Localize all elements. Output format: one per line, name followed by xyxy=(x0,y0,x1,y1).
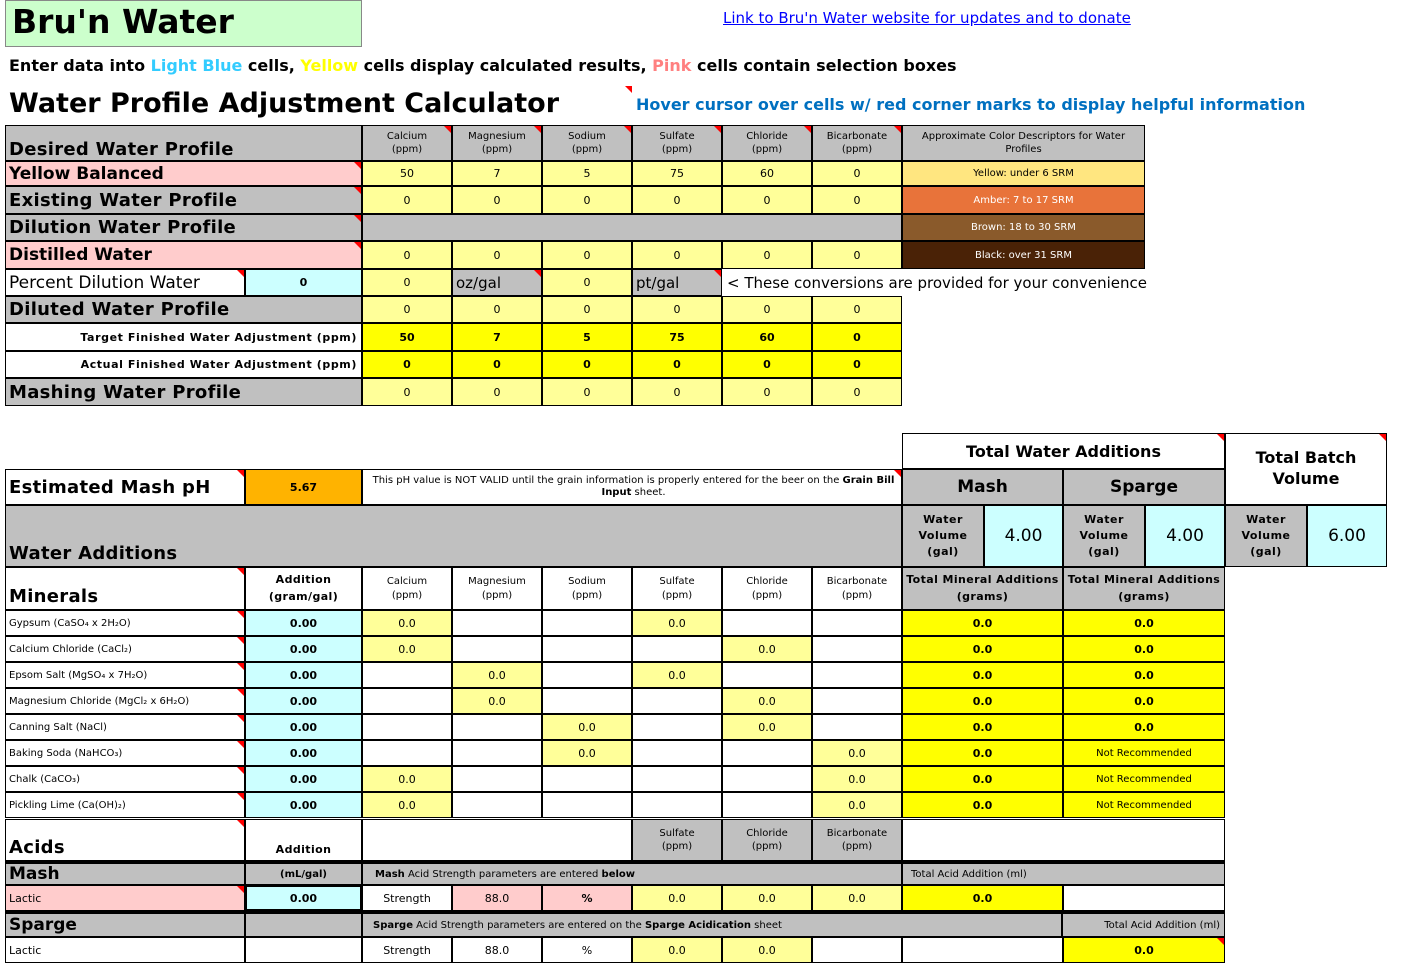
instructions: Enter data into Light Blue cells, Yellow cells display calculated results, Pink cells contain selection boxes xyxy=(9,56,957,75)
sparge-mineral-total: 0.0 xyxy=(1063,610,1225,636)
mineral-sodium-cell xyxy=(542,636,632,662)
mineral-addition-header: Addition (gram/gal) xyxy=(245,567,362,610)
col-header-sodium: Sodium (ppm) xyxy=(542,125,632,161)
sparge-header: Sparge xyxy=(1063,469,1225,505)
desired-sodium: 5 xyxy=(542,161,632,186)
mineral-addition-input[interactable]: 0.00 xyxy=(245,636,362,662)
sparge-acid-note: Sparge Acid Strength parameters are entered on the Sparge Acidication sheet xyxy=(362,911,1062,937)
sparge-mineral-total: Not Recommended xyxy=(1063,792,1225,818)
acid-col-header-bicarbonate: Bicarbonate (ppm) xyxy=(812,819,902,861)
mashing-sodium: 0 xyxy=(542,378,632,406)
sparge-water-volume-input[interactable]: 4.00 xyxy=(1145,505,1225,567)
existing-chloride: 0 xyxy=(722,186,812,214)
mineral-bicarbonate-cell: 0.0 xyxy=(812,766,902,792)
mineral-calcium-cell xyxy=(362,740,452,766)
mash-total-mineral-header: Total Mineral Additions (grams) xyxy=(902,567,1063,610)
dilution-sodium: 0 xyxy=(542,241,632,269)
mineral-chloride-cell: 0.0 xyxy=(722,714,812,740)
mineral-chloride-cell xyxy=(722,662,812,688)
mash-mineral-total: 0.0 xyxy=(902,792,1063,818)
acid-header-blank xyxy=(362,819,632,861)
mineral-calcium-cell: 0.0 xyxy=(362,610,452,636)
mashing-profile-label: Mashing Water Profile xyxy=(5,378,362,406)
acid-col-header-chloride: Chloride (ppm) xyxy=(722,819,812,861)
mineral-addition-input[interactable]: 0.00 xyxy=(245,714,362,740)
dilution-calcium: 0 xyxy=(362,241,452,269)
mash-acid-bicarbonate: 0.0 xyxy=(812,885,902,911)
mineral-magnesium-cell xyxy=(452,740,542,766)
acid-col-header-sulfate: Sulfate (ppm) xyxy=(632,819,722,861)
batch-water-volume-input[interactable]: 6.00 xyxy=(1307,505,1387,567)
desired-profile-label-cell: Desired Water Profile xyxy=(5,125,362,161)
mineral-addition-input[interactable]: 0.00 xyxy=(245,766,362,792)
actual-bicarbonate: 0 xyxy=(812,351,902,378)
sparge-acid-bicarbonate-blank xyxy=(812,937,902,963)
yellow-word: Yellow xyxy=(300,56,359,75)
mineral-bicarbonate-cell xyxy=(812,636,902,662)
dilution-bicarbonate: 0 xyxy=(812,241,902,269)
diluted-calcium: 0 xyxy=(362,296,452,323)
mineral-bicarbonate-cell xyxy=(812,714,902,740)
mashing-sulfate: 0 xyxy=(632,378,722,406)
mineral-col-header-magnesium: Magnesium (ppm) xyxy=(452,567,542,610)
water-additions-label-cell: Water Additions xyxy=(5,505,902,567)
desired-bicarbonate: 0 xyxy=(812,161,902,186)
actual-chloride: 0 xyxy=(722,351,812,378)
desired-calcium: 50 xyxy=(362,161,452,186)
mash-header: Mash xyxy=(902,469,1063,505)
mash-ph-label: Estimated Mash pH xyxy=(5,469,245,505)
mineral-sodium-cell: 0.0 xyxy=(542,714,632,740)
col-header-bicarbonate: Bicarbonate (ppm) xyxy=(812,125,902,161)
mineral-magnesium-cell xyxy=(452,714,542,740)
mash-acid-addition-input[interactable]: 0.00 xyxy=(245,885,362,911)
target-sulfate: 75 xyxy=(632,323,722,351)
mineral-magnesium-cell xyxy=(452,792,542,818)
mineral-bicarbonate-cell: 0.0 xyxy=(812,792,902,818)
col-header-calcium: Calcium (ppm) xyxy=(362,125,452,161)
dilution-conv-2: 0 xyxy=(542,269,632,296)
mash-total-acid-value: 0.0 xyxy=(902,885,1063,911)
mashing-magnesium: 0 xyxy=(452,378,542,406)
mineral-sodium-cell: 0.0 xyxy=(542,740,632,766)
mineral-calcium-cell xyxy=(362,662,452,688)
mash-mineral-total: 0.0 xyxy=(902,688,1063,714)
sparge-mineral-total: 0.0 xyxy=(1063,688,1225,714)
desired-profile-select[interactable]: Yellow Balanced xyxy=(5,161,362,186)
mineral-calcium-cell: 0.0 xyxy=(362,636,452,662)
color-descriptors-header: Approximate Color Descriptors for Water Profiles xyxy=(902,125,1145,161)
mash-mineral-total: 0.0 xyxy=(902,740,1063,766)
target-chloride: 60 xyxy=(722,323,812,351)
mash-mineral-total: 0.0 xyxy=(902,610,1063,636)
diluted-sodium: 0 xyxy=(542,296,632,323)
mineral-chloride-cell xyxy=(722,610,812,636)
mineral-calcium-cell: 0.0 xyxy=(362,792,452,818)
mineral-magnesium-cell: 0.0 xyxy=(452,662,542,688)
existing-sulfate: 0 xyxy=(632,186,722,214)
sparge-mineral-total: Not Recommended xyxy=(1063,740,1225,766)
color-descriptor-3: Black: over 31 SRM xyxy=(902,241,1145,269)
actual-calcium: 0 xyxy=(362,351,452,378)
dilution-profile-blank xyxy=(362,214,902,241)
mineral-row-name: Baking Soda (NaHCO₃) xyxy=(5,740,245,766)
mineral-sodium-cell xyxy=(542,610,632,636)
mineral-chloride-cell xyxy=(722,766,812,792)
sparge-acid-unit-blank xyxy=(245,911,362,937)
mash-strength-input[interactable]: 88.0 xyxy=(452,885,542,911)
dilution-oz-gal: oz/gal xyxy=(452,269,542,296)
sparge-strength-value: 88.0 xyxy=(452,937,542,963)
percent-dilution-label: Percent Dilution Water xyxy=(5,269,245,296)
diluted-magnesium: 0 xyxy=(452,296,542,323)
mineral-magnesium-cell xyxy=(452,636,542,662)
target-adjustment-label: Target Finished Water Adjustment (ppm) xyxy=(5,323,362,351)
dilution-conv-1: 0 xyxy=(362,269,452,296)
percent-dilution-input[interactable]: 0 xyxy=(245,269,362,296)
mineral-addition-input[interactable]: 0.00 xyxy=(245,662,362,688)
target-magnesium: 7 xyxy=(452,323,542,351)
existing-magnesium: 0 xyxy=(452,186,542,214)
website-link[interactable]: Link to Bru'n Water website for updates and to donate xyxy=(723,9,1131,27)
dilution-sulfate: 0 xyxy=(632,241,722,269)
mineral-chloride-cell xyxy=(722,792,812,818)
mineral-sulfate-cell xyxy=(632,792,722,818)
sparge-acid-sulfate: 0.0 xyxy=(632,937,722,963)
mineral-magnesium-cell xyxy=(452,610,542,636)
sparge-acid-chloride: 0.0 xyxy=(722,937,812,963)
mash-ph-note: This pH value is NOT VALID until the grain information is properly entered for the beer on the Grain Bill Input sheet. xyxy=(362,469,902,505)
acids-label: Acids xyxy=(5,819,245,861)
mineral-sulfate-cell xyxy=(632,636,722,662)
mash-total-acid-blank xyxy=(1063,885,1225,911)
existing-profile-label: Existing Water Profile xyxy=(5,186,362,214)
mineral-addition-input[interactable]: 0.00 xyxy=(245,688,362,714)
mineral-sodium-cell xyxy=(542,662,632,688)
desired-magnesium: 7 xyxy=(452,161,542,186)
sparge-acid-mash-blank xyxy=(902,937,1063,963)
mineral-magnesium-cell xyxy=(452,766,542,792)
mineral-bicarbonate-cell xyxy=(812,610,902,636)
mineral-sulfate-cell xyxy=(632,740,722,766)
calculator-title: Water Profile Adjustment Calculator xyxy=(9,88,560,119)
color-descriptor-0: Yellow: under 6 SRM xyxy=(902,161,1145,186)
total-batch-volume-header: Total Batch Volume xyxy=(1225,433,1387,505)
dilution-magnesium: 0 xyxy=(452,241,542,269)
actual-adjustment-label: Actual Finished Water Adjustment (ppm) xyxy=(5,351,362,378)
dilution-profile-select[interactable]: Distilled Water xyxy=(5,241,362,269)
mineral-addition-input[interactable]: 0.00 xyxy=(245,792,362,818)
sparge-strength-unit: % xyxy=(542,937,632,963)
mash-acid-section-label: Mash xyxy=(5,861,245,885)
color-descriptor-2: Brown: 18 to 30 SRM xyxy=(902,214,1145,241)
sparge-strength-label: Strength xyxy=(362,937,452,963)
mineral-sodium-cell xyxy=(542,688,632,714)
app-title: Bru'n Water xyxy=(12,2,234,41)
dilution-chloride: 0 xyxy=(722,241,812,269)
mineral-calcium-cell xyxy=(362,714,452,740)
diluted-sulfate: 0 xyxy=(632,296,722,323)
sparge-total-mineral-header: Total Mineral Additions (grams) xyxy=(1063,567,1225,610)
sparge-acid-section-label: Sparge xyxy=(5,911,245,937)
mineral-addition-input[interactable]: 0.00 xyxy=(245,740,362,766)
mineral-row-name: Magnesium Chloride (MgCl₂ x 6H₂O) xyxy=(5,688,245,714)
diluted-bicarbonate: 0 xyxy=(812,296,902,323)
desired-sulfate: 75 xyxy=(632,161,722,186)
light-blue-word: Light Blue xyxy=(150,56,243,75)
mineral-row-name: Pickling Lime (Ca(OH)₂) xyxy=(5,792,245,818)
hover-note-marker xyxy=(624,86,632,94)
mash-mineral-total: 0.0 xyxy=(902,766,1063,792)
desired-chloride: 60 xyxy=(722,161,812,186)
mineral-calcium-cell: 0.0 xyxy=(362,766,452,792)
acid-header-right-blank xyxy=(902,819,1225,861)
mashing-calcium: 0 xyxy=(362,378,452,406)
mineral-sulfate-cell: 0.0 xyxy=(632,662,722,688)
mash-water-volume-label: Water Volume (gal) xyxy=(902,505,984,567)
actual-magnesium: 0 xyxy=(452,351,542,378)
acid-unit-header: (mL/gal) xyxy=(245,861,362,885)
target-calcium: 50 xyxy=(362,323,452,351)
col-header-chloride: Chloride (ppm) xyxy=(722,125,812,161)
mineral-col-header-bicarbonate: Bicarbonate (ppm) xyxy=(812,567,902,610)
mineral-bicarbonate-cell xyxy=(812,662,902,688)
acid-addition-header: Addition xyxy=(245,819,362,861)
mash-strength-label: Strength xyxy=(362,885,452,911)
sparge-mineral-total: 0.0 xyxy=(1063,714,1225,740)
minerals-label: Minerals xyxy=(5,567,245,610)
app-title-box xyxy=(5,0,362,47)
mineral-chloride-cell: 0.0 xyxy=(722,688,812,714)
mineral-sulfate-cell: 0.0 xyxy=(632,610,722,636)
mineral-bicarbonate-cell xyxy=(812,688,902,714)
pink-word: Pink xyxy=(652,56,692,75)
mineral-sulfate-cell xyxy=(632,766,722,792)
existing-calcium: 0 xyxy=(362,186,452,214)
mash-total-acid-label: Total Acid Addition (ml) xyxy=(902,861,1225,885)
mineral-row-name: Gypsum (CaSO₄ x 2H₂O) xyxy=(5,610,245,636)
mineral-calcium-cell xyxy=(362,688,452,714)
mashing-chloride: 0 xyxy=(722,378,812,406)
color-descriptor-1: Amber: 7 to 17 SRM xyxy=(902,186,1145,214)
mash-mineral-total: 0.0 xyxy=(902,662,1063,688)
sparge-mineral-total: 0.0 xyxy=(1063,636,1225,662)
batch-water-volume-label: Water Volume (gal) xyxy=(1225,505,1307,567)
mash-mineral-total: 0.0 xyxy=(902,636,1063,662)
dilution-pt-gal: pt/gal xyxy=(632,269,722,296)
sparge-mineral-total: Not Recommended xyxy=(1063,766,1225,792)
target-bicarbonate: 0 xyxy=(812,323,902,351)
mash-ph-value: 5.67 xyxy=(245,469,362,505)
mash-acid-sulfate: 0.0 xyxy=(632,885,722,911)
mineral-bicarbonate-cell: 0.0 xyxy=(812,740,902,766)
diluted-chloride: 0 xyxy=(722,296,812,323)
col-header-magnesium: Magnesium (ppm) xyxy=(452,125,542,161)
mash-mineral-total: 0.0 xyxy=(902,714,1063,740)
col-header-sulfate: Sulfate (ppm) xyxy=(632,125,722,161)
sparge-acid-addition xyxy=(245,937,362,963)
mineral-col-header-sodium: Sodium (ppm) xyxy=(542,567,632,610)
sparge-acid-name: Lactic xyxy=(5,937,245,963)
mash-acid-select[interactable]: Lactic xyxy=(5,885,245,911)
existing-sodium: 0 xyxy=(542,186,632,214)
mash-acid-chloride: 0.0 xyxy=(722,885,812,911)
sparge-mineral-total: 0.0 xyxy=(1063,662,1225,688)
hover-note: Hover cursor over cells w/ red corner marks to display helpful information xyxy=(636,95,1306,114)
mineral-col-header-sulfate: Sulfate (ppm) xyxy=(632,567,722,610)
total-water-additions-header: Total Water Additions xyxy=(902,433,1225,469)
mineral-sulfate-cell xyxy=(632,714,722,740)
mineral-col-header-calcium: Calcium (ppm) xyxy=(362,567,452,610)
mineral-row-name: Canning Salt (NaCl) xyxy=(5,714,245,740)
mineral-col-header-chloride: Chloride (ppm) xyxy=(722,567,812,610)
mash-water-volume-input[interactable]: 4.00 xyxy=(984,505,1063,567)
actual-sodium: 0 xyxy=(542,351,632,378)
mineral-row-name: Calcium Chloride (CaCl₂) xyxy=(5,636,245,662)
sparge-total-acid-value: 0.0 xyxy=(1063,937,1225,963)
mineral-chloride-cell xyxy=(722,740,812,766)
mineral-sulfate-cell xyxy=(632,688,722,714)
actual-sulfate: 0 xyxy=(632,351,722,378)
diluted-profile-label: Diluted Water Profile xyxy=(5,296,362,323)
mash-strength-unit: % xyxy=(542,885,632,911)
mineral-addition-input[interactable]: 0.00 xyxy=(245,610,362,636)
mash-acid-note: Mash Acid Strength parameters are entered below xyxy=(362,861,902,885)
mineral-sodium-cell xyxy=(542,766,632,792)
mineral-magnesium-cell: 0.0 xyxy=(452,688,542,714)
existing-bicarbonate: 0 xyxy=(812,186,902,214)
mashing-bicarbonate: 0 xyxy=(812,378,902,406)
mineral-row-name: Chalk (CaCO₃) xyxy=(5,766,245,792)
sparge-total-acid-label: Total Acid Addition (ml) xyxy=(1062,911,1225,937)
dilution-profile-label: Dilution Water Profile xyxy=(5,214,362,241)
sparge-water-volume-label: Water Volume (gal) xyxy=(1063,505,1145,567)
conversion-note: < These conversions are provided for your convenience xyxy=(727,274,1147,292)
mineral-sodium-cell xyxy=(542,792,632,818)
mineral-chloride-cell: 0.0 xyxy=(722,636,812,662)
target-sodium: 5 xyxy=(542,323,632,351)
mineral-row-name: Epsom Salt (MgSO₄ x 7H₂O) xyxy=(5,662,245,688)
